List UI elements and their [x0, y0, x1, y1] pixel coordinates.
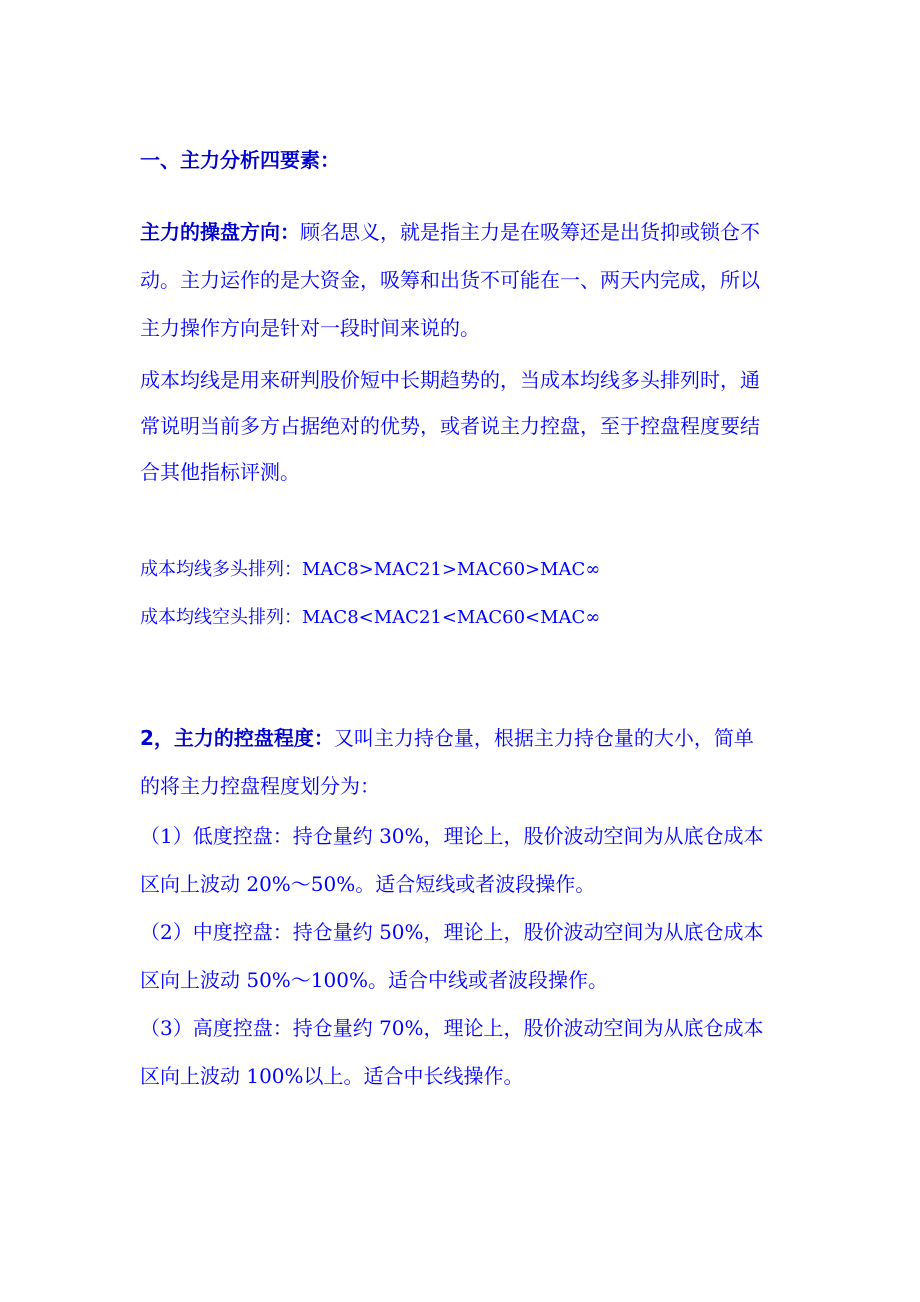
- sec1-line6: 合其他指标评测。: [140, 460, 300, 484]
- item2-line2: 区向上波动 50%～100%。适合中线或者波段操作。: [140, 968, 608, 992]
- sec1-line3: 主力操作方向是针对一段时间来说的。: [140, 316, 480, 340]
- sec1-line4: 成本均线是用来研判股价短中长期趋势的，当成本均线多头排列时，通: [140, 368, 760, 392]
- bear-arrangement: 成本均线空头排列：MAC8<MAC21<MAC60<MAC∞: [140, 607, 601, 628]
- item2-line1: （2）中度控盘：持仓量约 50%，理论上，股价波动空间为从底仓成本: [140, 920, 764, 944]
- item3-line2: 区向上波动 100%以上。适合中长线操作。: [140, 1064, 524, 1088]
- sec1-label: 主力的操盘方向：: [140, 220, 300, 244]
- sec2-line1-text: 又叫主力持仓量，根据主力持仓量的大小，简单: [333, 726, 754, 750]
- sec2-line2: 的将主力控盘程度划分为：: [140, 774, 380, 798]
- sec1-line5: 常说明当前多方占据绝对的优势，或者说主力控盘，至于控盘程度要结: [140, 414, 760, 438]
- sec2-line1: [140, 726, 800, 750]
- item1-line1: （1）低度控盘：持仓量约 30%，理论上，股价波动空间为从底仓成本: [140, 824, 764, 848]
- item1-line2: 区向上波动 20%～50%。适合短线或者波段操作。: [140, 872, 596, 896]
- sec1-line1: [140, 220, 800, 244]
- sec2-label: 2，主力的控盘程度：: [140, 726, 334, 750]
- sec1-line2: 动。主力运作的是大资金，吸筹和出货不可能在一、两天内完成，所以: [140, 268, 760, 292]
- bull-arrangement: 成本均线多头排列：MAC8>MAC21>MAC60>MAC∞: [140, 559, 601, 580]
- heading: 一、主力分析四要素：: [140, 148, 340, 172]
- sec1-line1-text: 顾名思义，就是指主力是在吸筹还是出货抑或锁仓不: [300, 220, 760, 244]
- item3-line1: （3）高度控盘：持仓量约 70%，理论上，股价波动空间为从底仓成本: [140, 1016, 764, 1040]
